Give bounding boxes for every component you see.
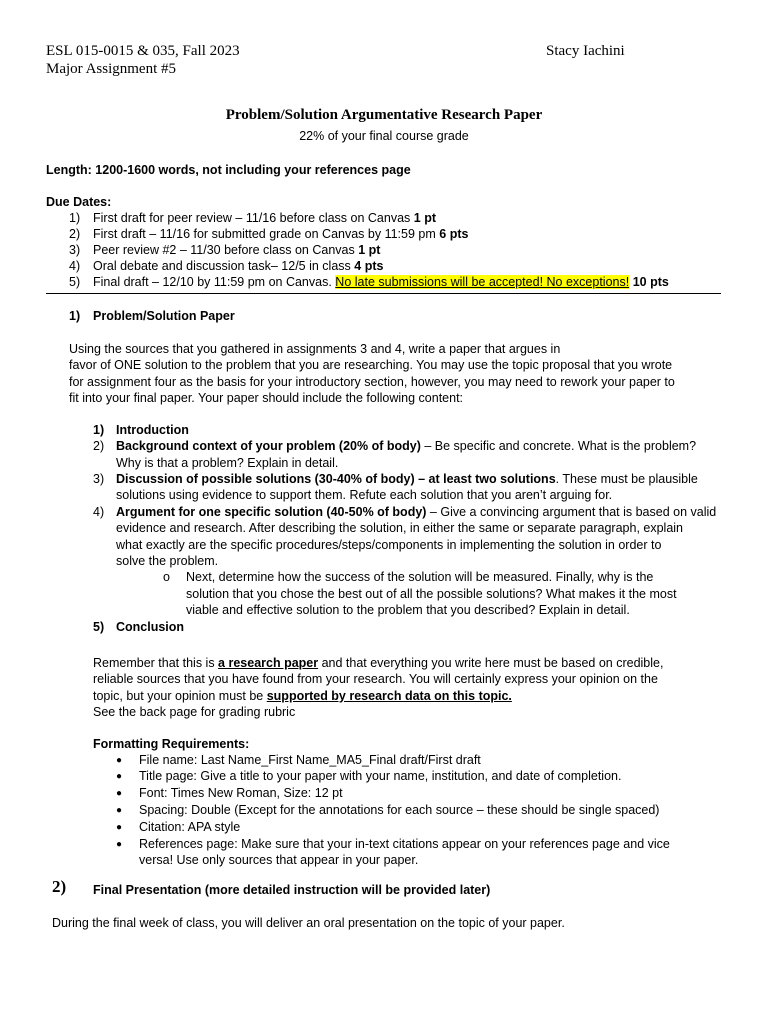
due-date-item: 4) Oral debate and discussion task– 12/5 in class 4 pts [69,259,384,273]
course-label: ESL 015-0015 & 035, Fall 2023 [46,43,240,59]
bullet-icon: ● [116,805,123,816]
content-item-argument: 4) Argument for one specific solution (40-50% of body) – Give a convincing argument that is based on valid [93,505,717,519]
instructor-name: Stacy Iachini [546,43,625,59]
formatting-heading: Formatting Requirements: [93,737,250,751]
research-paper-emphasis: a research paper [218,656,319,670]
bullet-icon: ● [116,839,123,850]
document-subtitle: 22% of your final course grade [299,129,469,143]
content-item-conclusion: 5) Conclusion [93,620,185,634]
bullet-icon: ● [116,771,123,782]
section-2-number: 2) [52,877,67,896]
content-item-introduction: 1) Introduction [93,423,189,437]
document-page: ESL 015-0015 & 035, Fall 2023 Major Assignment #5 Stacy Iachini Problem/Solution Argumentative Research Paper 22% of your final course grade Length: 1200-1600 words, not including your references page Due Dates: 1) First draft for peer review – 11/16 before class on Canvas 1 pt 2) First draft – 11/16 for submitted grade on Canvas by 11:59 pm 6 pts 3) Peer review #2 – 11/30 before class on Canvas 1 pt 4) Oral debate and discussion task– 12/5 in class 4 pts 5) Final draft – 12/10 by 11:59 pm on Canvas. No late submissions will be accepted! No exceptions! 10 pts 1) Problem/Solution Paper Using the sources that you gathered in assignments 3 and 4, write a paper that argues in favor of ONE solution to the problem that you are researching. You may use the topic proposal that you wrote for assignment four as the basis for your introductory section, however, you may need to rework your paper to fit into your final paper. Your paper should include the following content: 1) Introduction 2) Background context of your problem (20% of body) – Be specific and concrete. What is the problem? Why is that a problem? Explain in detail. 3) Discussion of possible solutions (30-40% of body) – at least two solutions. These must be plausible solutions using evidence to support them. Refute each solution that you aren’t arguing for. 4) Argument for one specific solution (40-50% of body) – Give a convincing argument that is based on valid evidence and research. After describing the solution, in either the same or separate paragraph, explain what exactly are the specific procedures/steps/components in implementing the solution in order to solve the problem. o Next, determine how the success of the solution will be measured. Finally, why is the solution that you chose the best out of all the possible solutions? What makes it the most viable and effective solution to the problem that you described? Explain in detail. 5) Conclusion Remember that this is a research paper and that everything you write here must be based on credible, reliable sources that you have found from your research. You will certainly express your opinion on the topic, but your opinion must be supported by research data on this topic. See the back page for grading rubric Formatting Requirements: ● File name: Last Name_First Name_MA5_Final draft/First draft ● Title page: Give a title to your paper with your name, institution, and date of completion. ● Font: Times New Roman, Size: 12 pt ● Spacing: Double (Except for the annotations for each source – these should be single spaced) ● Citation: APA style ● References page: Make sure that your in-text citations appear on your references page and vice versa! Use only sources that appear in your paper. 2) Final Presentation (more detailed instruction will be provided later) During the final week of class, you will deliver an oral presentation on the topic of your paper. [0,0,768,1024]
section-2-heading: Final Presentation (more detailed instruction will be provided later) [93,883,491,897]
sub-bullet-marker: o [163,570,170,584]
bullet-icon: ● [116,788,123,799]
due-date-item: 1) First draft for peer review – 11/16 before class on Canvas 1 pt [69,211,436,225]
content-item-background: 2) Background context of your problem (20% of body) – Be specific and concrete. What is the problem? [93,439,697,453]
bullet-icon: ● [116,755,123,766]
section-1-heading: 1) Problem/Solution Paper [69,309,235,323]
due-dates-heading: Due Dates: [46,195,112,209]
late-warning-highlight: No late submissions will be accepted! No exceptions! [335,275,630,289]
bullet-icon: ● [116,822,123,833]
content-item-discussion: 3) Discussion of possible solutions (30-40% of body) – at least two solutions. These must be plausible [93,472,698,486]
due-date-item: 5) Final draft – 12/10 by 11:59 pm on Canvas. No late submissions will be accepted! No exceptions! 10 pts [69,275,669,289]
length-requirement: Length: 1200-1600 words, not including your references page [46,163,411,177]
due-date-item: 2) First draft – 11/16 for submitted grade on Canvas by 11:59 pm 6 pts [69,227,469,241]
due-date-item: 3) Peer review #2 – 11/30 before class on Canvas 1 pt [69,243,381,257]
divider-line [46,293,721,294]
document-title: Problem/Solution Argumentative Research Paper [225,107,543,123]
section-2-text: During the final week of class, you will deliver an oral presentation on the topic of your paper. [52,916,565,930]
assignment-label: Major Assignment #5 [46,61,176,77]
research-data-emphasis: supported by research data on this topic. [266,689,512,703]
